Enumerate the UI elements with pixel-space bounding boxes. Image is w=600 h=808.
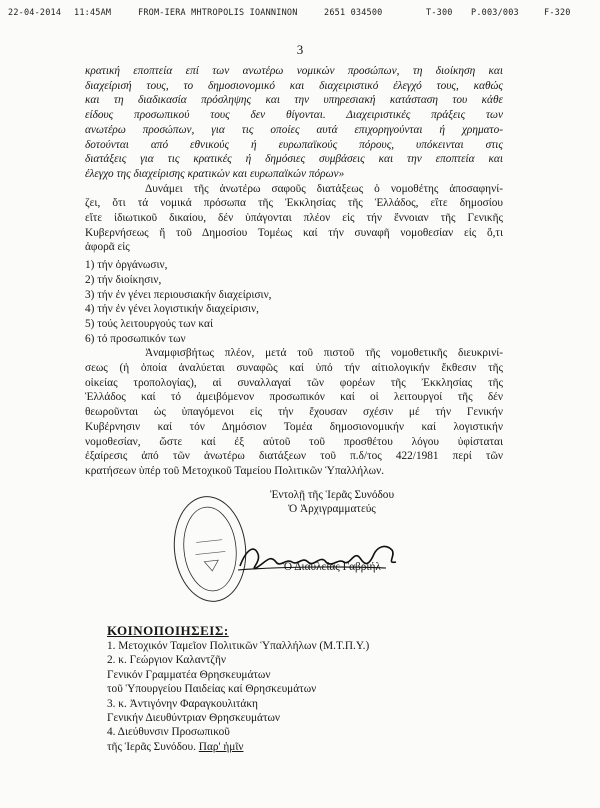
text-line: οἰκείας τροπολογίας), αἱ συναλλαγαί τῶν φορέων τῆς Ἐκκλησίας τῆς xyxy=(85,376,503,389)
distribution-item: Γενικήν Διευθύντριαν Θρησκευμάτων xyxy=(107,712,281,725)
text-line: Κυβέρνησιν καί τόν Δημόσιον Τομέα δημοσιονομικήν καί λογιστικήν xyxy=(85,420,503,433)
distribution-item: 3. κ. Ἀντιγόνην Φαραγκουλιτάκη xyxy=(107,697,258,710)
list-item: 1) τήν ὀργάνωσιν, xyxy=(85,259,168,272)
text-line: διατάξεις για τις κρατικές ή δημόσιες συμβάσεις και την εποπτεία και xyxy=(85,153,503,166)
signature-line: Ἐντολῇ τῆς Ἱερᾶς Συνόδου xyxy=(269,489,395,501)
distribution-item: Γενικόν Γραμματέα Θρησκευμάτων xyxy=(107,668,271,681)
letter-body xyxy=(85,64,503,479)
par-imin-note: Παρ' ἡμῖν xyxy=(198,740,244,753)
text-line: κρατική εποπτεία επί των ανωτέρω νομικών προσώπων, τη διοίκηση και xyxy=(85,65,503,77)
distribution-list xyxy=(107,622,447,754)
text-line: θεωροῦνται ὡς ὑπαγόμενοι εἰς τήν ἔχουσαν σχέσιν μέ τήν Γενικήν xyxy=(85,406,503,419)
text-line: Δυνάμει τῆς ἀνωτέρω σαφοῦς διατάξεως ὁ νομοθέτης ἀποσαφηνί- xyxy=(145,182,503,195)
text-line: Ἑλλάδος καί τό ἀμειβόμενον προσωπικόν καί οἱ λειτουργοί τῆς δέν xyxy=(85,391,503,404)
text-line: έλεγχο της διαχείρισης κρατικών και ευρωπαϊκών πόρων» xyxy=(85,167,345,180)
text-line: ζει, ὅτι τά νομικά πρόσωπα τῆς Ἐκκλησίας τῆς Ἑλλάδος, εἴτε δημοσίου xyxy=(85,197,503,210)
list-item: 3) τήν ἐν γένει περιουσιακήν διαχείρισιν, xyxy=(85,288,272,301)
text-line: κρατήσεων ὑπέρ τοῦ Μετοχικοῦ Ταμείου Πολιτικῶν Ὑπαλλήλων. xyxy=(85,464,385,477)
fax-phone: 2651 034500 xyxy=(324,8,383,18)
text-line: και τη διαδικασία πρόσληψης και την υπηρεσιακή κατάσταση του κάθε xyxy=(85,94,503,107)
distribution-item: 4. Διεύθυνσιν Προσωπικοῦ xyxy=(107,726,230,739)
fax-date: 22-04-2014 xyxy=(8,8,62,18)
fax-time: 11:45AM xyxy=(74,8,112,18)
distribution-item: 2. κ. Γεώργιον Καλαντζῆν xyxy=(107,654,226,667)
text-line: σεως (ἡ ὁποία ἀναλύεται συναφῶς καί ὑπό τήν αἰτιολογικήν ἔκθεσιν τῆς xyxy=(85,362,503,375)
fax-fcode: F-320 xyxy=(544,8,571,18)
text-line: διαχείρισή τους, το δημοσιονομικό και διαχειριστικό έλεγχό τους, καθώς xyxy=(85,79,503,92)
page-number: 3 xyxy=(296,42,304,57)
text-line: ανωτέρω προσώπων, για τις οποίες αυτά επιχορηγούνται ή χρηματο- xyxy=(85,123,503,136)
text-line: εἴτε ἰδιωτικοῦ δικαίου, δέν ὑπάγονται πλέον εἰς τήν ἔννοιαν τῆς Γενικῆς xyxy=(85,212,503,225)
text-line: είδους προσωπικού τους δεν θίγονται. Διαχειριστικές πράξεις των xyxy=(85,109,503,122)
list-item: 6) τό προσωπικόν των xyxy=(85,332,186,345)
distribution-item: τοῦ Ὑπουργείου Παιδείας καί Θρησκευμάτων xyxy=(107,683,317,696)
list-item: 4) τήν ἐν γένει λογιστικήν διαχείρισιν, xyxy=(85,303,259,316)
text-line: Ἀναμφισβήτως πλέον, μετά τοῦ πιστοῦ τῆς νομοθετικῆς διευκρινί- xyxy=(145,347,503,360)
signature-name: Ὁ Διαυλείας Γαβριήλ xyxy=(283,561,381,573)
signature-line: Ὁ Ἀρχιγραμματεύς xyxy=(288,503,376,515)
list-item: 2) τήν διοίκησιν, xyxy=(85,273,162,286)
text-line: Κυβερνήσεως ἤ τοῦ Δημοσίου Τομέως καί τήν συναφῆ νομοθεσίαν εἰς ὅ,τι xyxy=(85,226,503,239)
distribution-last-text: τῆς Ἱερᾶς Συνόδου. xyxy=(107,740,199,753)
signature-block xyxy=(232,488,432,574)
distribution-item xyxy=(107,740,447,754)
fax-sender: FROM-IERA MHTROPOLIS IOANNINON xyxy=(138,8,298,18)
fax-header xyxy=(8,8,592,20)
list-item: 5) τούς λειτουργούς των καί xyxy=(85,317,213,330)
text-line: ἐξαίρεσις ἀπό τῶν ἀνωτέρω διατάξεων τοῦ π.δ/τος 422/1981 περί τῶν xyxy=(85,450,503,463)
fax-pages: P.003/003 xyxy=(471,8,519,18)
distribution-heading: ΚΟΙΝΟΠΟΙΗΣΕΙΣ: xyxy=(107,623,229,638)
text-line: ἀφορᾶ εἰς xyxy=(85,241,130,254)
text-line: δοτούνται από εθνικούς ή ευρωπαϊκούς πόρους, υπόκεινται στις xyxy=(85,138,503,151)
text-line: νομοθεσίαν, ὥστε καί ἐξ αὐτοῦ τοῦ προσθέτου λόγου ὑφίσταται xyxy=(85,435,503,448)
distribution-item: 1. Μετοχικόν Ταμεῖον Πολιτικῶν Ὑπαλλήλων (Μ.Τ.Π.Υ.) xyxy=(107,640,370,652)
fax-tcode: T-300 xyxy=(426,8,453,18)
